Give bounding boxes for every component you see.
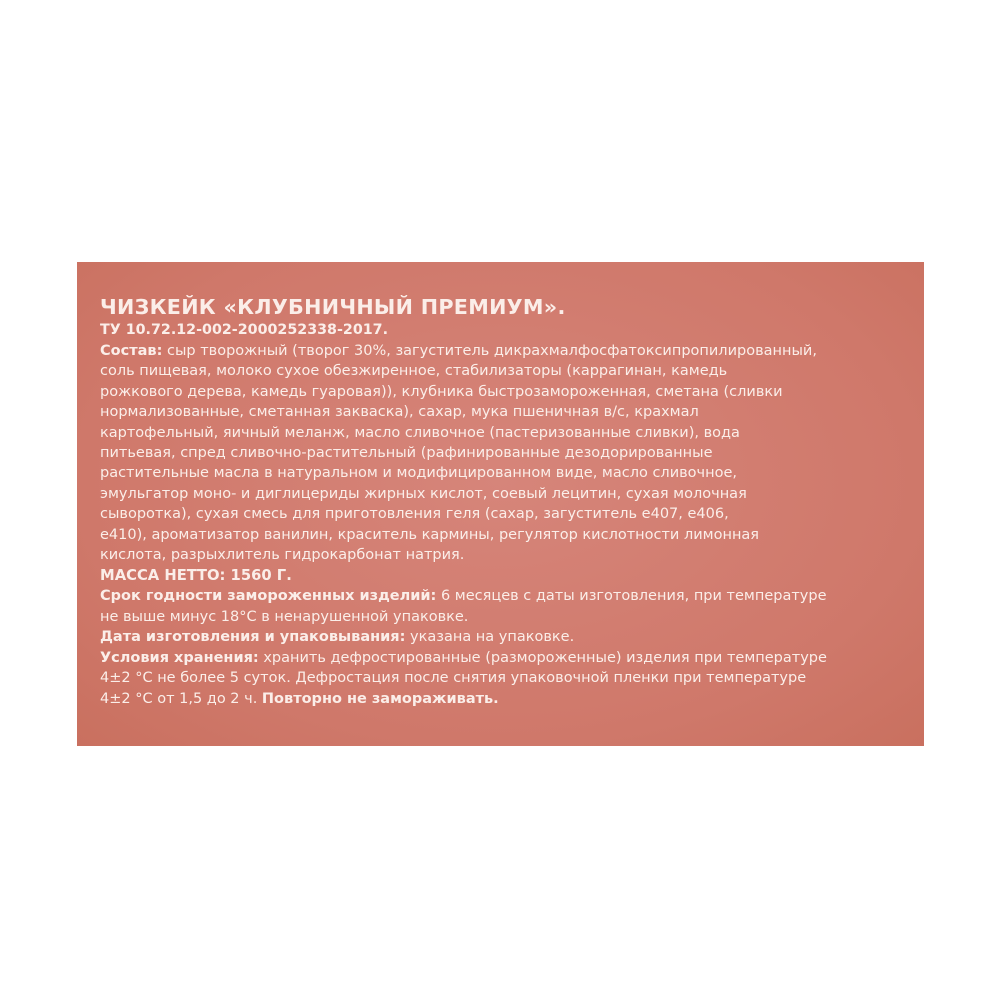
composition-line: рожкового дерева, камедь гуаровая)), клубника быстрозамороженная, сметана (сливки bbox=[100, 383, 783, 400]
composition-line: питьевая, спред сливочно-растительный (рафинированные дезодорированные bbox=[100, 445, 713, 462]
production-date-label: Дата изготовления и упаковывания: bbox=[100, 629, 406, 646]
net-weight: МАССА НЕТТО: 1560 Г. bbox=[100, 567, 292, 585]
product-title: ЧИЗКЕЙК «КЛУБНИЧНЫЙ ПРЕМИУМ». bbox=[100, 295, 566, 319]
composition-line: нормализованные, сметанная закваска), сахар, мука пшеничная в/с, крахмал bbox=[100, 404, 699, 421]
composition-line: соль пищевая, молоко сухое обезжиренное, стабилизаторы (каррагинан, камедь bbox=[100, 363, 728, 380]
composition-line: сыворотка), сухая смесь для приготовления геля (сахар, загуститель е407, е406, bbox=[100, 506, 729, 523]
composition-text bbox=[100, 341, 908, 565]
shelf-life-label: Срок годности замороженных изделий: bbox=[100, 588, 437, 605]
production-date-text: Дата изготовления и упаковывания: указана на упаковке. bbox=[100, 629, 575, 646]
composition-line: эмульгатор моно- и диглицериды жирных кислот, соевый лецитин, сухая молочная bbox=[100, 485, 747, 502]
composition-line: картофельный, яичный меланж, масло сливочное (пастеризованные сливки), вода bbox=[100, 424, 740, 441]
storage-label: Условия хранения: bbox=[100, 649, 259, 666]
product-label-panel bbox=[77, 262, 924, 746]
do-not-refreeze-warning: Повторно не замораживать. bbox=[261, 690, 499, 707]
composition-line: кислота, разрыхлитель гидрокарбонат натрия. bbox=[100, 547, 465, 564]
composition-line: Состав: сыр творожный (творог 30%, загуститель дикрахмалфосфатоксипропилированный, bbox=[100, 343, 817, 359]
technical-specification: ТУ 10.72.12-002-2000252338-2017. bbox=[100, 322, 389, 338]
composition-line: растительные масла в натуральном и модифицированном виде, масло сливочное, bbox=[100, 465, 737, 482]
composition-line: е410), ароматизатор ванилин, краситель кармины, регулятор кислотности лимонная bbox=[100, 526, 760, 543]
shelf-life-text: Срок годности замороженных изделий: 6 месяцев с даты изготовления, при температуре не выше минус 18°С в ненарушенной упаковке. bbox=[100, 588, 827, 625]
composition-label: Состав: bbox=[100, 343, 163, 359]
storage-conditions-text: Условия хранения: хранить дефростированные (размороженные) изделия при температуре 4±2 °С не более 5 суток. Дефростация после снятия упаковочной пленки при температуре 4±2 °С от 1,5 до 2 ч. Повторно не замораживать. bbox=[100, 649, 827, 707]
